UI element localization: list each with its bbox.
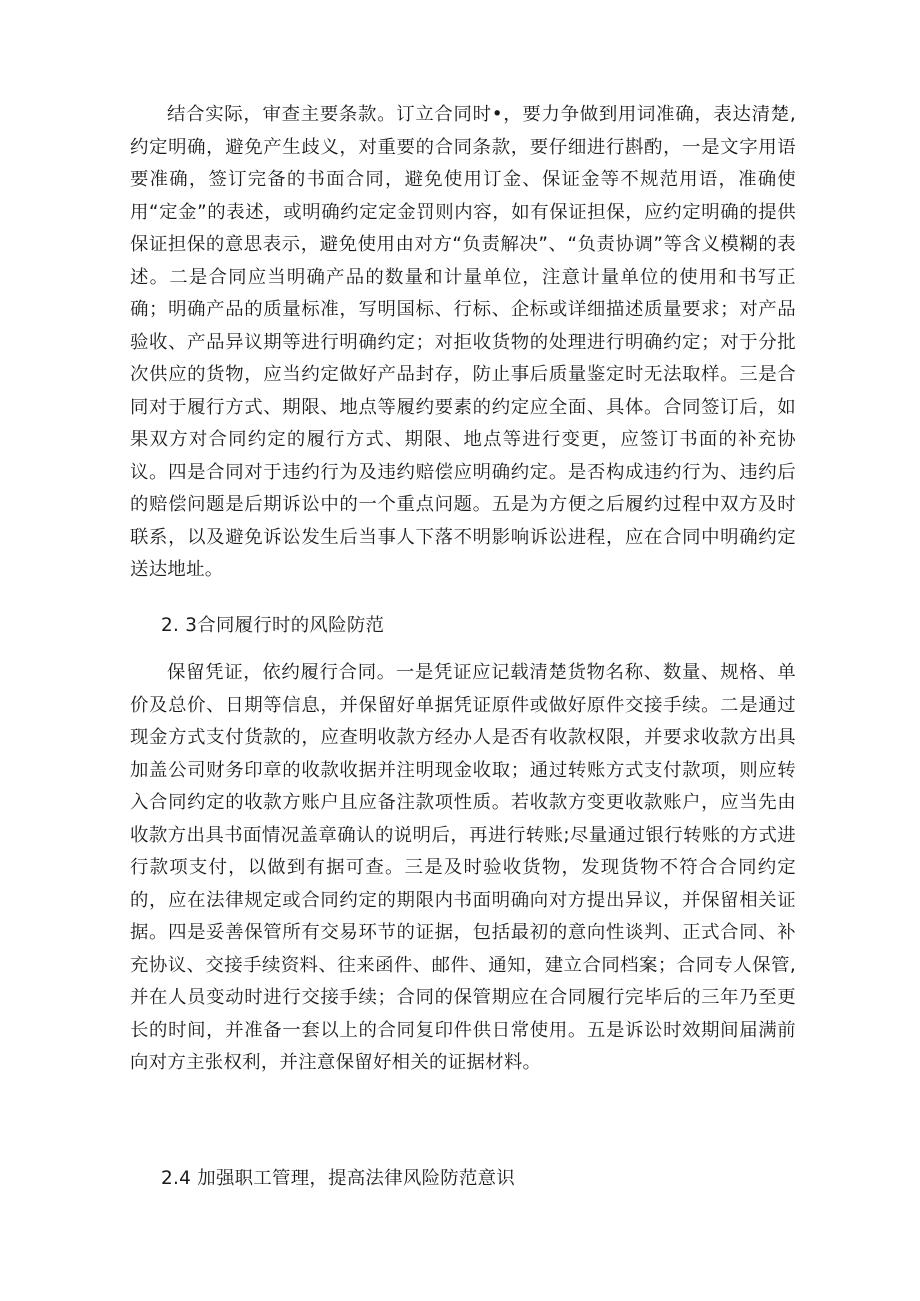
paragraph-contract-performance: 保留凭证，依约履行合同。一是凭证应记载清楚货物名称、数量、规格、单价及总价、日期等信息，并保留好单据凭证原件或做好原件交接手续。二是通过现金方式支付货款的，应查明收款方经办人是否有收款权限，并要求收款方出具加盖公司财务印章的收款收据并注明现金收取；通过转账方式支付款项，则应转入合同约定的收款方账户且应备注款项性质。若收款方变更收款账户，应当先由收款方出具书面情况盖章确认的说明后，再进行转账;尽量通过银行转账的方式进行款项支付，以做到有据可查。三是及时验收货物，发现货物不符合合同约定的，应在法律规定或合同约定的期限内书面明确向对方提出异议，并保留相关证据。四是妥善保管所有交易环节的证据，包括最初的意向性谈判、正式合同、补充协议、交接手续资料、往来函件、邮件、通知，建立合同档案；合同专人保管,并在人员变动时进行交接手续；合同的保管期应在合同履行完毕后的三年乃至更长的时间，并准备一套以上的合同复印件供日常使用。五是诉讼时效期间届满前向对方主张权利，并注意保留好相关的证据材料。 xyxy=(130,662,796,1073)
section-heading-2-3: 2. 3合同履行时的风险防范 xyxy=(161,615,385,636)
paragraph-contract-review: 结合实际，审查主要条款。订立合同时•，要力争做到用词准确，表达清楚,约定明确，避免产生歧义，对重要的合同条款，要仔细进行斟酌，一是文字用语要准确，签订完备的书面合同，避免使用订金、保证金等不规范用语，准确使用“定金”的表述，或明确约定定金罚则内容，如有保证担保，应约定明确的提供保证担保的意思表示，避免使用由对方“负责解决”、“负责协调”等含义模糊的表述。二是合同应当明确产品的数量和计量单位，注意计量单位的使用和书写正确；明确产品的质量标准，写明国标、行标、企标或详细描述质量要求；对产品验收、产品异议期等进行明确约定；对拒收货物的处理进行明确约定；对于分批次供应的货物，应当约定做好产品封存，防止事后质量鉴定时无法取样。三是合同对于履行方式、期限、地点等履约要素的约定应全面、具体。合同签订后，如果双方对合同约定的履行方式、期限、地点等进行变更，应签订书面的补充协议。四是合同对于违约行为及违约赔偿应明确约定。是否构成违约行为、违约后的赔偿问题是后期诉讼中的一个重点问题。五是为方便之后履约过程中双方及时联系，以及避免诉讼发生后当事人下落不明影响诉讼进程，应在合同中明确约定送达地址。 xyxy=(130,104,796,580)
section-heading-2-4: 2.4 加强职工管理，提高法律风险防范意识 xyxy=(161,1168,516,1189)
